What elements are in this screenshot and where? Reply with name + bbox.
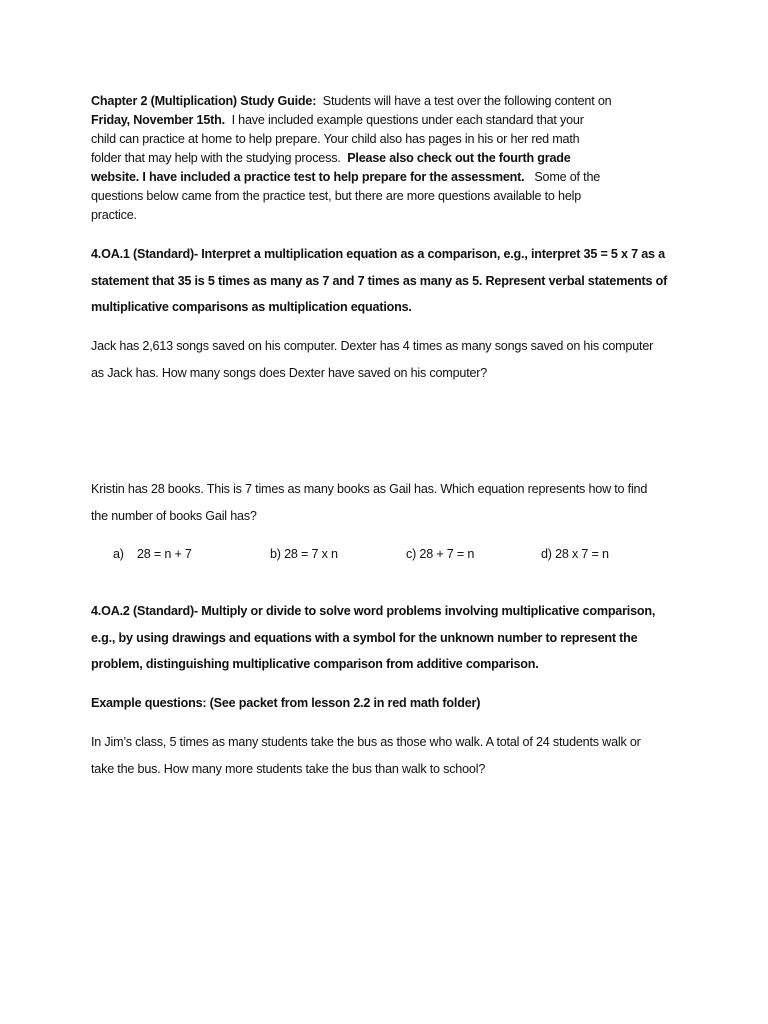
- option-letter: b): [270, 547, 281, 561]
- example-questions-heading: Example questions: (See packet from lesson 2.2 in red math folder): [91, 696, 481, 710]
- question-1-line-1: Jack has 2,613 songs saved on his computer. Dexter has 4 times as many songs saved on his computer: [91, 339, 654, 353]
- option-letter: c): [406, 547, 417, 561]
- intro-line-5: [91, 170, 600, 184]
- option-text: 28 = n + 7: [137, 547, 192, 561]
- intro-text: I have included example questions under each standard that your: [231, 113, 584, 127]
- standard-2-line-3: problem, distinguishing multiplicative comparison from additive comparison.: [91, 657, 539, 671]
- practice-test-note: website. I have included a practice test to help prepare for the assessment.: [91, 170, 525, 184]
- option-text: 28 + 7 = n: [419, 547, 475, 561]
- intro-line-6: questions below came from the practice test, but there are more questions available to help: [91, 189, 582, 203]
- test-date: Friday, November 15th.: [91, 113, 225, 127]
- standard-1-line-1: 4.OA.1 (Standard)- Interpret a multiplication equation as a comparison, e.g., interpret 35 = 5 x 7 as a: [91, 247, 665, 261]
- question-2-line-1: Kristin has 28 books. This is 7 times as many books as Gail has. Which equation represents how to find: [91, 482, 648, 496]
- website-note: Please also check out the fourth grade: [347, 151, 571, 165]
- question-3-line-2: take the bus. How many more students take the bus than walk to school?: [91, 762, 486, 776]
- standard-1-line-2: statement that 35 is 5 times as many as 7 and 7 times as many as 5. Represent verbal statements of: [91, 274, 668, 288]
- intro-line-4: [91, 151, 571, 165]
- intro-line-2: [91, 113, 584, 127]
- standard-2-line-1: 4.OA.2 (Standard)- Multiply or divide to solve word problems involving multiplicative comparison,: [91, 604, 656, 618]
- question-2-line-2: the number of books Gail has?: [91, 509, 257, 523]
- intro-line-7: practice.: [91, 208, 137, 222]
- option-text: 28 = 7 x n: [284, 547, 338, 561]
- answer-option-b: [270, 547, 338, 561]
- standard-2-line-2: e.g., by using drawings and equations with a symbol for the unknown number to represent the: [91, 631, 638, 645]
- answer-option-c: [406, 547, 474, 561]
- answer-option-d: [541, 547, 609, 561]
- answer-option-a: [113, 547, 192, 561]
- question-1-line-2: as Jack has. How many songs does Dexter have saved on his computer?: [91, 366, 488, 380]
- option-letter: d): [541, 547, 552, 561]
- intro-text: Students will have a test over the following content on: [322, 94, 612, 108]
- standard-1-line-3: multiplicative comparisons as multiplication equations.: [91, 300, 412, 314]
- option-text: 28 x 7 = n: [555, 547, 609, 561]
- question-3-line-1: In Jim’s class, 5 times as many students take the bus as those who walk. A total of 24 students walk or: [91, 735, 641, 749]
- intro-line-3: child can practice at home to help prepare. Your child also has pages in his or her red math: [91, 132, 580, 146]
- study-guide-heading: Chapter 2 (Multiplication) Study Guide:: [91, 94, 317, 108]
- intro-text: folder that may help with the studying process.: [91, 151, 341, 165]
- intro-text: Some of the: [534, 170, 601, 184]
- option-letter: a): [113, 547, 124, 561]
- intro-line-1: [91, 94, 611, 108]
